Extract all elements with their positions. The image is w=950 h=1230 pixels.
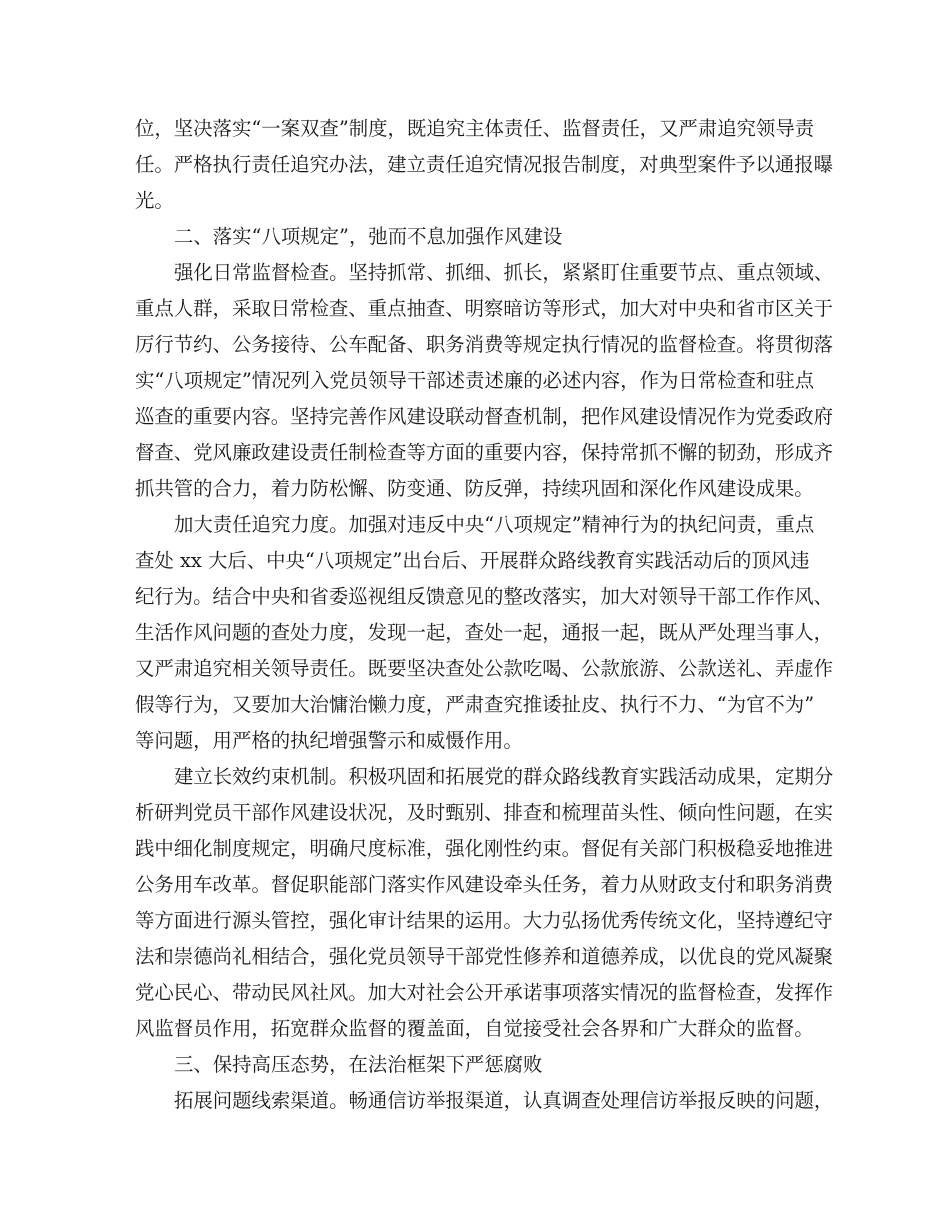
text-line [0,975,950,1011]
text-line [0,327,950,363]
line-text: 党心民心、带动民风社风。加大对社会公开承诺事项落实情况的监督检查，发挥作 [135,981,834,1004]
line-text: 等方面进行源头管控，强化审计结果的运用。大力弘扬优秀传统文化，坚持遵纪守 [135,909,834,932]
text-line [0,723,950,759]
text-line [0,147,950,183]
text-line [0,795,950,831]
line-text: 查处 xx 大后、中央“八项规定”出台后、开展群众路线教育实践活动后的顶风违 [135,549,810,572]
line-text: 拓展问题线索渠道。畅通信访举报渠道，认真调查处理信访举报反映的问题， [174,1089,834,1112]
text-line [0,579,950,615]
paragraph-first-line [0,1083,950,1119]
paragraph-first-line [0,255,950,291]
line-text: 巡查的重要内容。坚持完善作风建设联动督查机制，把作风建设情况作为党委政府 [135,405,834,428]
line-text: 假等行为，又要加大治慵治懒力度，严肃查究推诿扯皮、执行不力、“为官不为” [135,693,815,716]
line-text: 强化日常监督检查。坚持抓常、抓细、抓长，紧紧盯住重要节点、重点领域、 [174,261,834,284]
section-heading [0,1047,950,1083]
text-line [0,435,950,471]
text-line [0,615,950,651]
text-line [0,183,950,219]
line-text: 风监督员作用，拓宽群众监督的覆盖面，自觉接受社会各界和广大群众的监督。 [135,1017,814,1040]
text-line [0,543,950,579]
line-text: 任。严格执行责任追究办法，建立责任追究情况报告制度，对典型案件予以通报曝 [135,153,834,176]
heading-text: 二、落实“八项规定”，弛而不息加强作风建设 [174,225,563,248]
text-line [0,651,950,687]
text-line [0,399,950,435]
line-text: 建立长效约束机制。积极巩固和拓展党的群众路线教育实践活动成果，定期分 [174,765,834,788]
line-text: 抓共管的合力，着力防松懈、防变通、防反弹，持续巩固和深化作风建设成果。 [135,477,814,500]
text-line [0,291,950,327]
line-text: 督查、党风廉政建设责任制检查等方面的重要内容，保持常抓不懈的韧劲，形成齐 [135,441,834,464]
line-text: 践中细化制度规定，明确尺度标准，强化刚性约束。督促有关部门积极稳妥地推进 [135,837,834,860]
line-text: 位，坚决落实“一案双查”制度，既追究主体责任、监督责任，又严肃追究领导责 [135,117,815,140]
line-text: 又严肃追究相关领导责任。既要坚决查处公款吃喝、公款旅游、公款送礼、弄虚作 [135,657,834,680]
line-text: 等问题，用严格的执纪增强警示和威慑作用。 [135,729,523,752]
line-text: 加大责任追究力度。加强对违反中央“八项规定”精神行为的执纪问责，重点 [174,513,815,536]
heading-text: 三、保持高压态势，在法治框架下严惩腐败 [174,1053,543,1076]
line-text: 光。 [135,189,174,212]
text-line [0,111,950,147]
line-text: 生活作风问题的查处力度，发现一起，查处一起，通报一起，既从严处理当事人， [135,621,834,644]
line-text: 纪行为。结合中央和省委巡视组反馈意见的整改落实，加大对领导干部工作作风、 [135,585,834,608]
line-text: 厉行节约、公务接待、公车配备、职务消费等规定执行情况的监督检查。将贯彻落 [135,333,834,356]
text-line [0,1011,950,1047]
text-line [0,831,950,867]
line-text: 重点人群，采取日常检查、重点抽查、明察暗访等形式，加大对中央和省市区关于 [135,297,834,320]
text-line [0,867,950,903]
line-text: 实“八项规定”情况列入党员领导干部述责述廉的必述内容，作为日常检查和驻点 [135,369,815,392]
line-text: 公务用车改革。督促职能部门落实作风建设牵头任务，着力从财政支付和职务消费 [135,873,834,896]
section-heading [0,219,950,255]
paragraph-first-line [0,759,950,795]
text-line [0,939,950,975]
text-line [0,903,950,939]
line-text: 析研判党员干部作风建设状况，及时甄别、排查和梳理苗头性、倾向性问题，在实 [135,801,834,824]
text-line [0,687,950,723]
text-line [0,363,950,399]
text-line [0,471,950,507]
paragraph-first-line [0,507,950,543]
line-text: 法和崇德尚礼相结合，强化党员领导干部党性修养和道德养成，以优良的党风凝聚 [135,945,834,968]
